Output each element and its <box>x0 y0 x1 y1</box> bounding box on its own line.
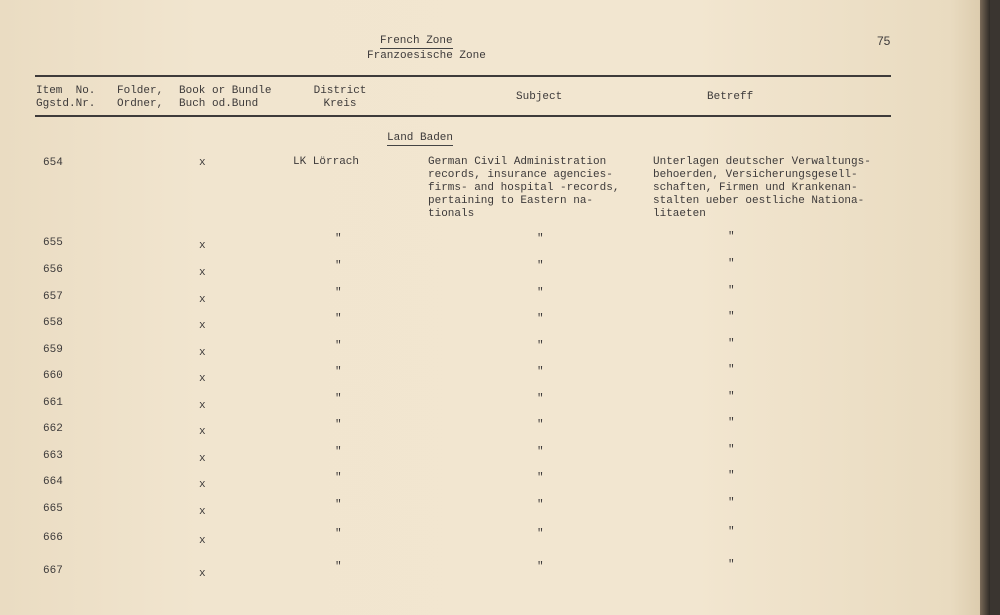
district: " <box>335 499 342 511</box>
subject: " <box>537 446 544 458</box>
district: " <box>335 393 342 405</box>
subject: " <box>537 366 544 378</box>
section-heading: Land Baden <box>387 132 454 144</box>
betreff: " <box>728 559 735 571</box>
item-number: 665 <box>43 503 63 515</box>
item-number: 658 <box>43 317 63 329</box>
subject: " <box>537 393 544 405</box>
book-mark: x <box>199 479 206 491</box>
district: " <box>335 313 342 325</box>
district: " <box>335 233 342 245</box>
header-rule-top <box>35 75 891 77</box>
subject: " <box>537 499 544 511</box>
item-number: 666 <box>43 532 63 544</box>
subject: " <box>537 233 544 245</box>
col-betreff: Betreff <box>707 91 754 103</box>
betreff: " <box>728 285 735 297</box>
betreff: " <box>728 444 735 456</box>
item-number: 664 <box>43 476 63 488</box>
book-mark: x <box>199 426 206 438</box>
betreff: " <box>728 338 735 350</box>
book-mark: x <box>199 400 206 412</box>
district: " <box>335 366 342 378</box>
book-mark: x <box>199 373 206 385</box>
subject: " <box>537 340 544 352</box>
header-rule-bottom <box>35 115 891 117</box>
district: " <box>335 419 342 431</box>
district: " <box>335 472 342 484</box>
page-edge <box>980 0 990 615</box>
item-number: 660 <box>43 370 63 382</box>
district: " <box>335 287 342 299</box>
book-mark: x <box>199 240 206 252</box>
col-district: District Kreis <box>313 85 367 110</box>
subject: German Civil Administration records, insurance agencies- firms- and hospital -records, pertaining to Eastern na- tionals <box>428 156 620 220</box>
book-mark: x <box>199 506 206 518</box>
book-mark: x <box>199 320 206 332</box>
betreff: " <box>728 417 735 429</box>
subject: " <box>537 260 544 272</box>
betreff: " <box>728 258 735 270</box>
book-mark: x <box>199 568 206 580</box>
item-number: 654 <box>43 157 63 169</box>
title-de: Franzoesische Zone <box>367 50 486 62</box>
betreff: " <box>728 526 735 538</box>
item-number: 667 <box>43 565 63 577</box>
book-mark: x <box>199 294 206 306</box>
col-book: Book or Bundle Buch od.Bund <box>179 85 272 110</box>
item-number: 662 <box>43 423 63 435</box>
betreff: " <box>728 231 735 243</box>
book-mark: x <box>199 453 206 465</box>
district: " <box>335 340 342 352</box>
title-en: French Zone <box>380 35 453 47</box>
item-number: 655 <box>43 237 63 249</box>
district: " <box>335 528 342 540</box>
subject: " <box>537 561 544 573</box>
district: " <box>335 561 342 573</box>
col-subject: Subject <box>516 91 563 103</box>
item-number: 661 <box>43 397 63 409</box>
book-mark: x <box>199 267 206 279</box>
subject: " <box>537 287 544 299</box>
page-number: 75 <box>877 34 891 48</box>
subject: " <box>537 419 544 431</box>
subject: " <box>537 313 544 325</box>
betreff: " <box>728 311 735 323</box>
betreff: " <box>728 391 735 403</box>
item-number: 657 <box>43 291 63 303</box>
betreff: " <box>728 364 735 376</box>
subject: " <box>537 472 544 484</box>
betreff: " <box>728 497 735 509</box>
col-item: Item No. Ggstd.Nr. <box>36 85 96 110</box>
item-number: 656 <box>43 264 63 276</box>
betreff: " <box>728 470 735 482</box>
book-mark: x <box>199 347 206 359</box>
subject: " <box>537 528 544 540</box>
district: LK Lörrach <box>293 156 360 168</box>
col-folder: Folder, Ordner, <box>117 85 164 110</box>
book-mark: x <box>199 535 206 547</box>
item-number: 663 <box>43 450 63 462</box>
district: " <box>335 260 342 272</box>
betreff: Unterlagen deutscher Verwaltungs- behoerden, Versicherungsgesell- schaften, Firmen und Krankenan- stalten ueber oestliche Nationa- litaeten <box>653 156 871 220</box>
district: " <box>335 446 342 458</box>
book-mark: x <box>199 157 206 169</box>
item-number: 659 <box>43 344 63 356</box>
